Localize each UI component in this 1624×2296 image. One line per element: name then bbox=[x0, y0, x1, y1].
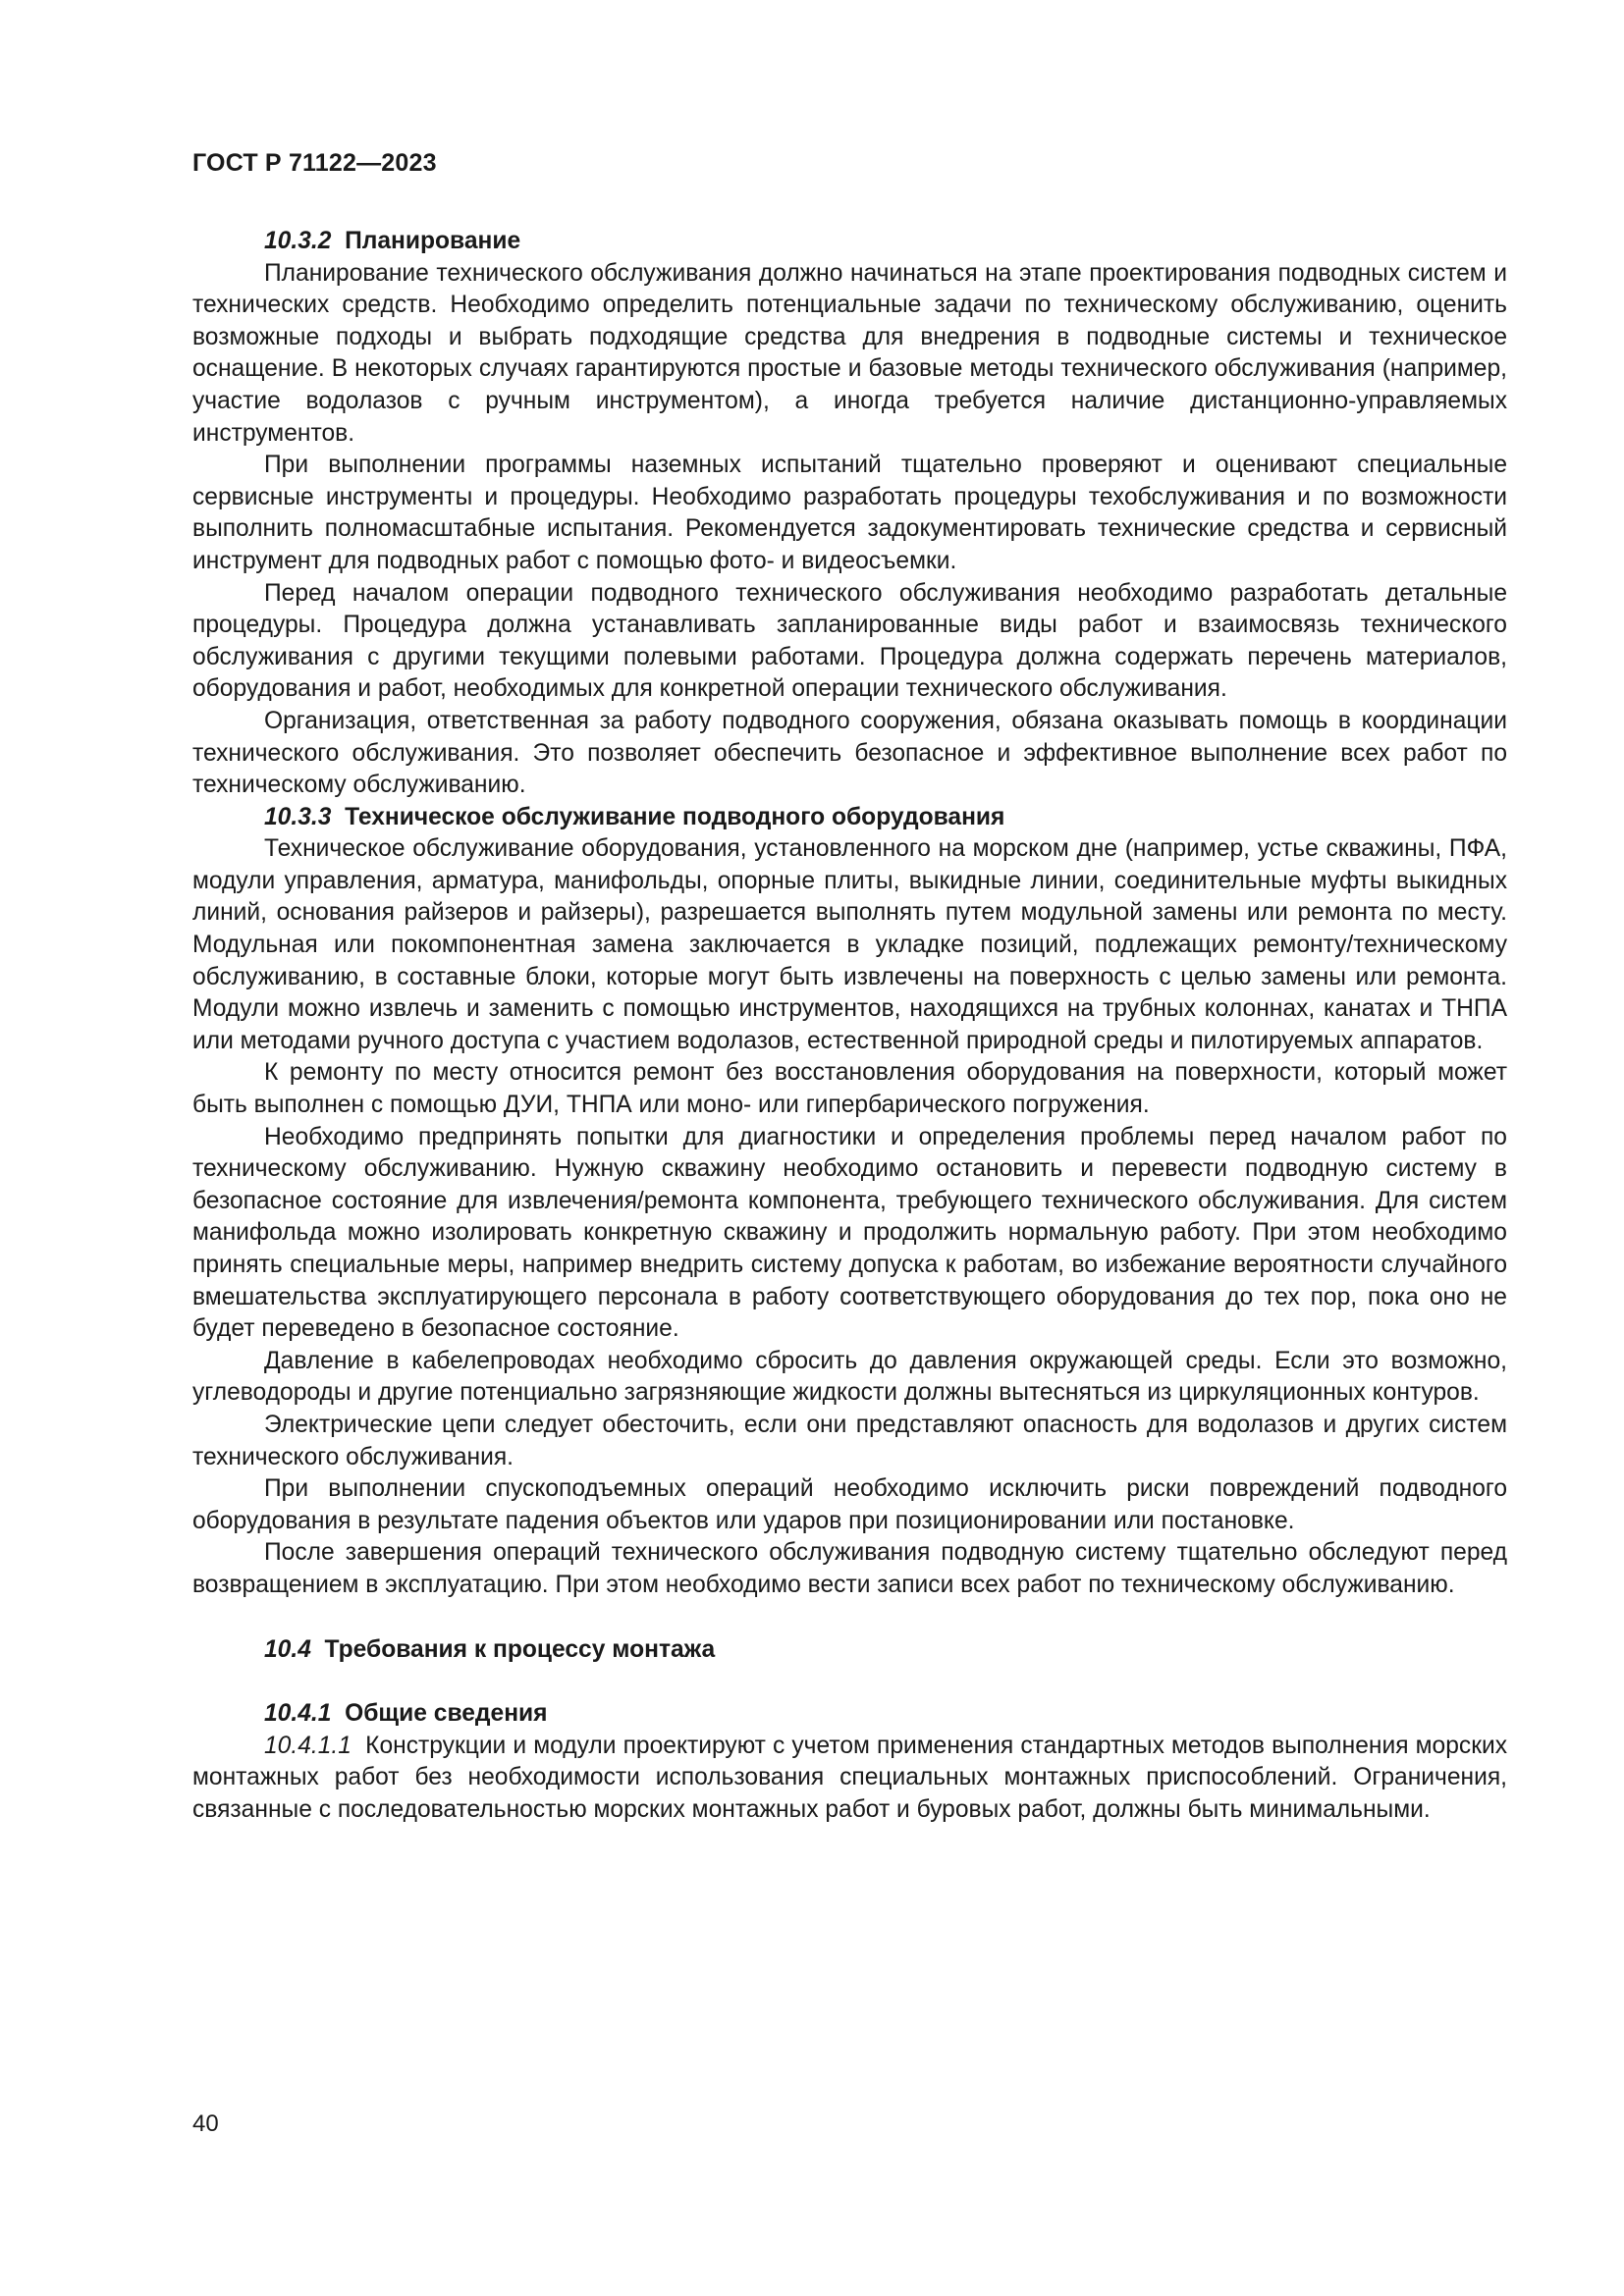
document-body bbox=[192, 226, 1507, 1827]
section-heading-10-4-1 bbox=[192, 1698, 1507, 1731]
section-number: 10.4.1 bbox=[264, 1700, 332, 1728]
section-title: Общие сведения bbox=[345, 1700, 548, 1728]
paragraph: Электрические цепи следует обесточить, если они представляют опасность для водолазов и других систем технического обслуживания. bbox=[192, 1411, 1507, 1470]
section-title: Планирование bbox=[345, 228, 521, 254]
paragraph: Перед началом операции подводного технического обслуживания необходимо разработать детальные процедуры. Процедура должна устанавливать запланированные виды работ и взаимосвязь технического обслуживания с другими текущими полевыми работами. Процедура должна содержать перечень материалов, оборудования и работ, необходимых для конкретной операции технического обслуживания. bbox=[192, 579, 1507, 703]
clause-text: Конструкции и модули проектируют с учетом применения стандартных методов выполнения морских монтажных работ без необходимости использования специальных монтажных приспособлений. Ограничения, связанные с последовательностью морских монтажных работ и буровых работ, должны быть минимальными. bbox=[192, 1732, 1508, 1823]
paragraph: Необходимо предпринять попытки для диагностики и определения проблемы перед началом работ по техническому обслуживанию. Нужную скважину необходимо остановить и перевести подводную систему в безопасное состояние для извлечения/ремонта компонента, требующего технического обслуживания. Для систем манифольда можно изолировать конкретную скважину и продолжить нормальную работу. При этом необходимо принять специальные меры, например внедрить систему допуска к работам, во избежание вероятности случайного вмешательства эксплуатирующего персонала в работу соответствующего оборудования до тех пор, пока оно не будет переведено в безопасное состояние. bbox=[192, 1123, 1507, 1343]
clause-number: 10.4.1.1 bbox=[264, 1732, 352, 1759]
paragraph: Давление в кабелепроводах необходимо сбросить до давления окружающей среды. Если это возможно, углеводороды и другие потенциально загрязняющие жидкости должны вытесняться из циркуляционных контуров. bbox=[192, 1347, 1507, 1407]
clause-paragraph bbox=[192, 1731, 1507, 1827]
paragraph: К ремонту по месту относится ремонт без восстановления оборудования на поверхности, который может быть выполнен с помощью ДУИ, ТНПА или моно- или гипербарического погружения. bbox=[192, 1059, 1507, 1119]
paragraph: После завершения операций технического обслуживания подводную систему тщательно обследуют перед возвращением в эксплуатацию. При этом необходимо вести записи всех работ по техническому обслуживанию. bbox=[192, 1539, 1507, 1598]
section-number: 10.4 bbox=[264, 1635, 311, 1663]
section-heading-10-3-2 bbox=[192, 226, 1507, 258]
paragraph: При выполнении программы наземных испытаний тщательно проверяют и оценивают специальные сервисные инструменты и процедуры. Необходимо разработать процедуры техобслуживания и по возможности выполнить полномасштабные испытания. Рекомендуется задокументировать технические средства и сервисный инструмент для подводных работ с помощью фото- и видеосъемки. bbox=[192, 452, 1507, 574]
section-title: Требования к процессу монтажа bbox=[324, 1635, 716, 1663]
section-title: Техническое обслуживание подводного оборудования bbox=[345, 803, 1005, 830]
document-header: ГОСТ Р 71122—2023 bbox=[192, 149, 437, 177]
paragraph: Планирование технического обслуживания должно начинаться на этапе проектирования подводных систем и технических средств. Необходимо определить потенциальные задачи по техническому обслуживанию, оценить возможные подходы и выбрать подходящие средства для внедрения в подводные системы и техническое оснащение. В некоторых случаях гарантируются простые и базовые методы технического обслуживания (например, участие водолазов с ручным инструментом), а иногда требуется наличие дистанционно-управляемых инструментов. bbox=[192, 259, 1507, 447]
paragraph: При выполнении спускоподъемных операций необходимо исключить риски повреждений подводного оборудования в результате падения объектов или ударов при позиционировании или постановке. bbox=[192, 1475, 1507, 1534]
paragraph: Техническое обслуживание оборудования, установленного на морском дне (например, устье скважины, ПФА, модули управления, арматура, манифольды, опорные плиты, выкидные линии, соединительные муфты выкидных линий, основания райзеров и райзеры), разрешается выполнять путем модульной замены или ремонта по месту. Модульная или покомпонентная замена заключается в укладке позиций, подлежащих ремонту/техническому обслуживанию, в составные блоки, которые могут быть извлечены на поверхность с целью замены или ремонта. Модули можно извлечь и заменить с помощью инструментов, находящихся на трубных колоннах, канатах и ТНПА или методами ручного доступа с участием водолазов, естественной природной среды и пилотируемых аппаратов. bbox=[192, 835, 1507, 1054]
paragraph: Организация, ответственная за работу подводного сооружения, обязана оказывать помощь в координации технического обслуживания. Это позволяет обеспечить безопасное и эффективное выполнение всех работ по техническому обслуживанию. bbox=[192, 707, 1507, 799]
page-number: 40 bbox=[192, 2110, 219, 2137]
section-number: 10.3.2 bbox=[264, 228, 332, 254]
section-number: 10.3.3 bbox=[264, 803, 332, 830]
section-heading-10-4 bbox=[192, 1634, 1507, 1667]
section-heading-10-3-3 bbox=[192, 802, 1507, 834]
